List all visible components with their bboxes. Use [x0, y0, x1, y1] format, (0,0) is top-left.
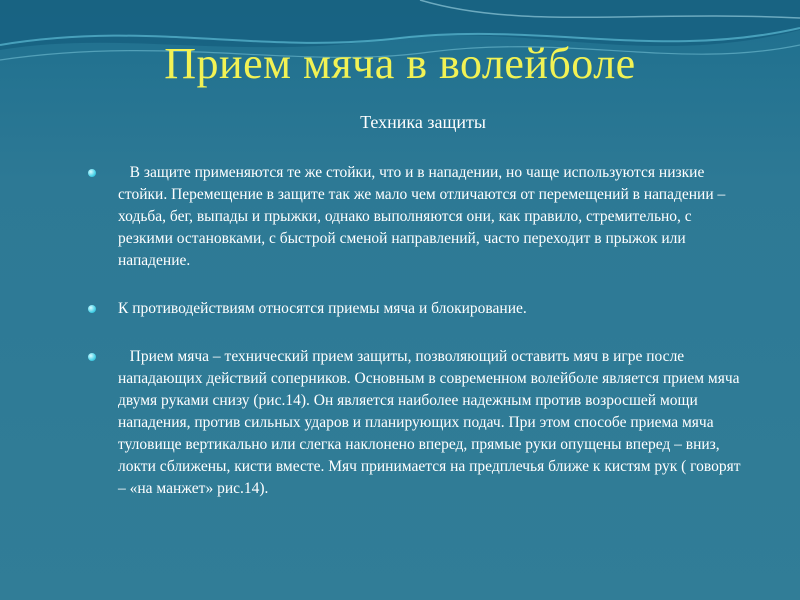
slide-subtitle: Техника защиты	[360, 112, 486, 132]
slide-title: Прием мяча в волейболе	[164, 39, 636, 88]
bullet-text: В защите применяются те же стойки, что и в нападении, но чаще используются низкие стойки. Перемещение в защите так же мало чем отличаются от перемещений в нападении – ходьба, бег, выпады и прыжки, однако выполняются они, как правило, стремительно, с резкими остановками, с быстрой сменой направлений, часто переходит в прыжок или нападение.	[118, 164, 730, 269]
list-item	[88, 346, 748, 500]
bullet-dot-icon	[88, 305, 96, 313]
bullet-list	[88, 162, 748, 500]
list-item	[88, 162, 748, 272]
bullet-text: Прием мяча – технический прием защиты, позволяющий оставить мяч в игре после нападающих действий соперников. Основным в современном волейболе является прием мяча двумя руками снизу (рис.14). Он является наиболее надежным против возросшей мощи нападения, против сильных ударов и планирующих подач. При этом способе приема мяча туловище вертикально или слегка наклонено вперед, прямые руки опущены вперед – вниз, локти сближены, кисти вместе. Мяч принимается на предплечья ближе к кистям рук ( говорят – «на манжет» рис.14).	[118, 348, 745, 497]
list-item	[88, 298, 748, 320]
bullet-dot-icon	[88, 169, 96, 177]
bullet-text: К противодействиям относятся приемы мяча и блокирование.	[118, 300, 527, 317]
bullet-dot-icon	[88, 353, 96, 361]
